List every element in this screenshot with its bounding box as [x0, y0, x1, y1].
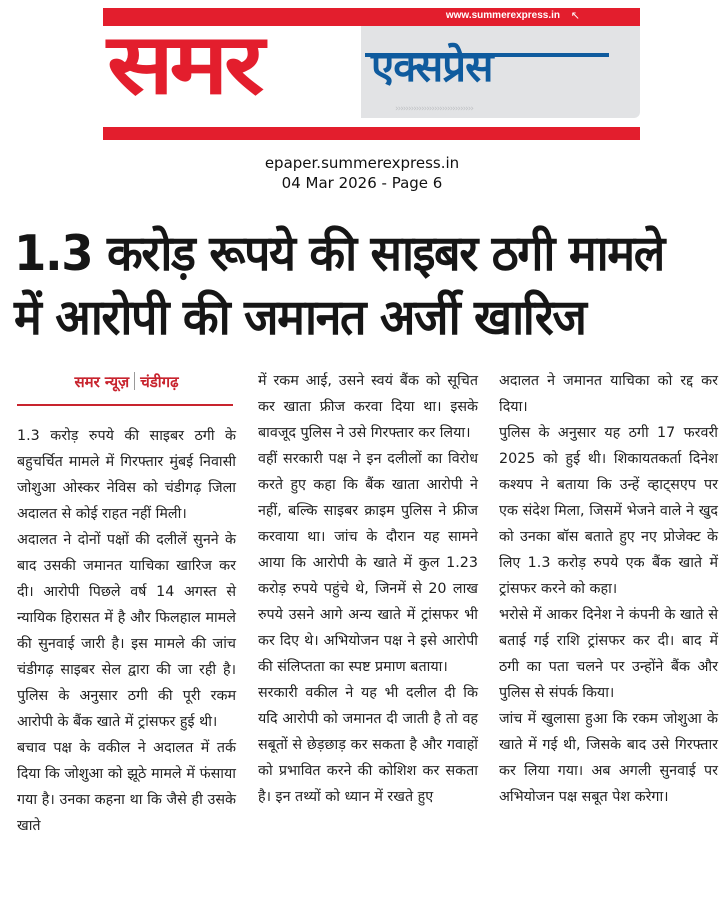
- masthead-url: www.summerexpress.in: [445, 10, 560, 21]
- article-paragraph: में रकम आई, उसने स्वयं बैंक को सूचित कर खाता फ्रीज करवा दिया था। इसके बावजूद पुलिस ने उसे गिरफ्तार कर लिया।: [258, 373, 478, 441]
- article-paragraph: जांच में खुलासा हुआ कि रकम जोशुआ के खाते में गई थी, जिसके बाद उसे गिरफ्तार कर लिया गया। अब अगली सुनवाई पर अभियोजन पक्ष सबूत पेश करेगा।: [499, 711, 718, 805]
- masthead-chevrons: ››››››››››››››››››››››››››››››: [395, 104, 473, 114]
- edition-info: [0, 153, 724, 193]
- article-column-3: [499, 368, 718, 810]
- byline-location: चंडीगढ़: [140, 373, 179, 391]
- byline-separator: [134, 372, 135, 390]
- article-paragraph: 1.3 करोड़ रुपये की साइबर ठगी के बहुचर्चित मामले में गिरफ्तार मुंबई निवासी जोशुआ ओस्कर नेविस को चंडीगढ़ जिला अदालत से कोई राहत नहीं मिली।: [17, 428, 236, 522]
- masthead-title-sub: एक्सप्रेस: [371, 42, 493, 91]
- article-paragraph: पुलिस के अनुसार यह ठगी 17 फरवरी 2025 को हुई थी। शिकायतकर्ता दिनेश कश्यप ने बताया कि उन्हें व्हाट्सएप पर एक संदेश मिला, जिसमें भेजने वाले ने खुद को उनका बॉस बताते हुए नए प्रोजेक्ट के लिए 1.3 करोड़ रुपये एक बैंक खाते में ट्रांसफर करने को कहा।: [499, 425, 718, 597]
- byline: [17, 370, 236, 394]
- article-paragraph: अदालत ने जमानत याचिका को रद्द कर दिया।: [499, 373, 718, 415]
- masthead-title-main: समर: [107, 15, 260, 113]
- edition-date-page: 04 Mar 2026 - Page 6: [281, 174, 443, 192]
- cursor-arrow-icon: ↖: [570, 9, 580, 22]
- article-paragraph: बचाव पक्ष के वकील ने अदालत में तर्क दिया कि जोशुआ को झूठे मामले में फंसाया गया है। उनका कहना था कि जैसे ही उसके खाते: [17, 740, 236, 834]
- article-paragraph: वहीं सरकारी पक्ष ने इन दलीलों का विरोध करते हुए कहा कि बैंक खाता आरोपी ने नहीं, बल्कि साइबर क्राइम पुलिस ने फ्रीज करवाया था। जांच के दौरान यह सामने आया कि आरोपी के खाते में कुल 1.23 करोड़ रुपये पहुंचे थे, जिनमें से 20 लाख रुपये उसने आगे अन्य खाते में ट्रांसफर भी कर दिए थे। अभियोजन पक्ष ने इसे आरोपी की संलिप्तता का स्पष्ट प्रमाण बताया।: [258, 451, 478, 675]
- article-paragraph: भरोसे में आकर दिनेश ने कंपनी के खाते से बताई गई राशि ट्रांसफर कर दी। बाद में ठगी का पता चलने पर उन्होंने बैंक और पुलिस से संपर्क किया।: [499, 607, 718, 701]
- article-paragraph: सरकारी वकील ने यह भी दलील दी कि यदि आरोपी को जमानत दी जाती है तो वह सबूतों से छेड़छाड़ कर सकता है और गवाहों को प्रभावित करने की कोशिश कर सकता है। इन तथ्यों को ध्यान में रखते हुए: [258, 685, 478, 805]
- article-column-2: [258, 368, 478, 810]
- edition-site: epaper.summerexpress.in: [264, 154, 460, 172]
- article-headline: [14, 222, 685, 350]
- byline-rule: [17, 404, 233, 406]
- byline-source: समर न्यूज़: [74, 373, 130, 391]
- masthead-bottom-bar: [103, 127, 640, 140]
- article-paragraph: अदालत ने दोनों पक्षों की दलीलें सुनने के बाद उसकी जमानत याचिका खारिज कर दी। आरोपी पिछले वर्ष 14 अगस्त से न्यायिक हिरासत में है और फिलहाल मामले की सुनवाई जारी है। इस मामले की जांच चंडीगढ़ साइबर सेल द्वारा की जा रही है। पुलिस के अनुसार ठगी की पूरी रकम आरोपी के बैंक खाते में ट्रांसफर हुई थी।: [17, 532, 236, 730]
- masthead-logo: [103, 8, 640, 140]
- article-column-1: [17, 423, 236, 839]
- headline-line-1: 1.3 करोड़ रूपये की साइबर ठगी मामले: [14, 225, 664, 282]
- headline-line-2: में आरोपी की जमानत अर्जी खारिज: [14, 289, 586, 346]
